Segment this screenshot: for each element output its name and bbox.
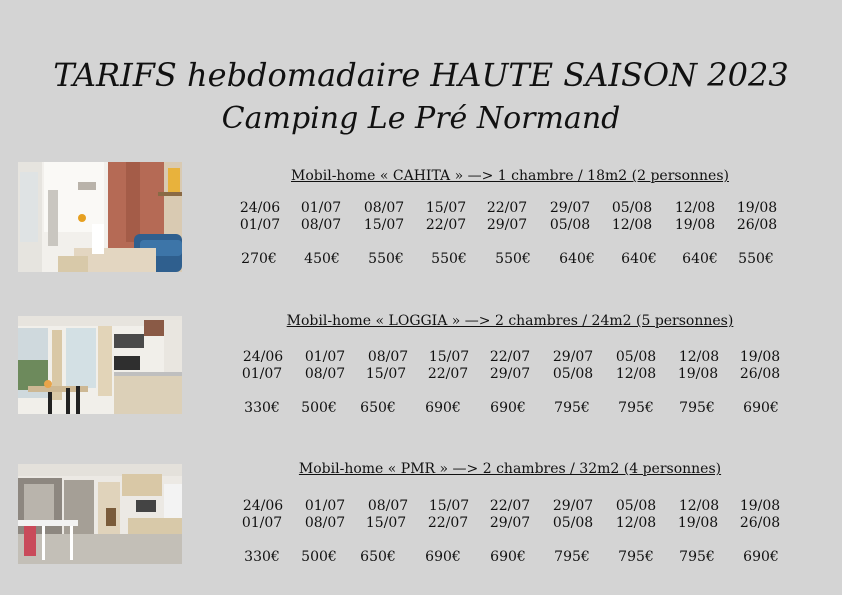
start-date: 19/08 [739,349,781,365]
price: 795€ [618,549,654,565]
pmr-heading: Mobil-home « PMR » —> 2 chambres / 32m2 (4 personnes) [298,461,722,477]
start-date: 24/06 [242,349,284,365]
price: 795€ [679,549,715,565]
start-date: 22/07 [486,200,528,216]
start-date: 24/06 [239,200,281,216]
loggia-end-dates-row [0,366,842,383]
price: 330€ [244,549,280,565]
end-date: 29/07 [486,217,528,233]
price: 270€ [241,251,277,267]
end-date: 29/07 [489,366,531,382]
end-date: 05/08 [552,515,594,531]
start-date: 12/08 [678,349,720,365]
end-date: 08/07 [300,217,342,233]
end-date: 12/08 [611,217,653,233]
start-date: 29/07 [552,349,594,365]
end-date: 26/08 [736,217,778,233]
price: 330€ [244,400,280,416]
end-date: 15/07 [365,366,407,382]
price: 550€ [495,251,531,267]
loggia-start-dates-row [0,349,842,366]
end-date: 22/07 [427,515,469,531]
end-date: 01/07 [241,515,283,531]
start-date: 08/07 [363,200,405,216]
price: 450€ [304,251,340,267]
page-title: TARIFS hebdomadaire HAUTE SAISON 2023 [53,56,789,94]
start-date: 08/07 [367,498,409,514]
start-date: 12/08 [678,498,720,514]
loggia-prices-row [0,400,842,417]
price: 500€ [301,400,337,416]
price: 690€ [743,400,779,416]
pmr-start-dates-row [0,498,842,515]
end-date: 15/07 [363,217,405,233]
end-date: 08/07 [304,515,346,531]
end-date: 26/08 [739,366,781,382]
end-date: 29/07 [489,515,531,531]
start-date: 15/07 [428,498,470,514]
start-date: 29/07 [549,200,591,216]
price: 690€ [743,549,779,565]
start-date: 19/08 [736,200,778,216]
end-date: 08/07 [304,366,346,382]
start-date: 22/07 [489,498,531,514]
end-date: 05/08 [552,366,594,382]
pmr-prices-row [0,549,842,566]
end-date: 19/08 [674,217,716,233]
start-date: 05/08 [611,200,653,216]
end-date: 22/07 [425,217,467,233]
cahita-end-dates-row [0,217,842,234]
price: 795€ [679,400,715,416]
price: 650€ [360,400,396,416]
price: 795€ [618,400,654,416]
page-subtitle: Camping Le Pré Normand [221,101,621,136]
start-date: 05/08 [615,498,657,514]
price: 640€ [621,251,657,267]
start-date: 12/08 [674,200,716,216]
start-date: 05/08 [615,349,657,365]
cahita-heading: Mobil-home « CAHITA » —> 1 chambre / 18m2 (2 personnes) [291,168,729,184]
start-date: 15/07 [428,349,470,365]
end-date: 12/08 [615,366,657,382]
start-date: 01/07 [304,498,346,514]
end-date: 01/07 [239,217,281,233]
price: 550€ [738,251,774,267]
start-date: 24/06 [242,498,284,514]
start-date: 15/07 [425,200,467,216]
price: 650€ [360,549,396,565]
start-date: 19/08 [739,498,781,514]
end-date: 15/07 [365,515,407,531]
price: 690€ [425,400,461,416]
start-date: 29/07 [552,498,594,514]
start-date: 01/07 [304,349,346,365]
price: 690€ [490,549,526,565]
end-date: 22/07 [427,366,469,382]
price: 690€ [425,549,461,565]
price: 640€ [559,251,595,267]
end-date: 26/08 [739,515,781,531]
price: 550€ [368,251,404,267]
start-date: 01/07 [300,200,342,216]
end-date: 19/08 [677,515,719,531]
loggia-heading: Mobil-home « LOGGIA » —> 2 chambres / 24m2 (5 personnes) [286,313,734,329]
end-date: 12/08 [615,515,657,531]
cahita-start-dates-row [0,200,842,217]
start-date: 22/07 [489,349,531,365]
price: 795€ [554,549,590,565]
pmr-end-dates-row [0,515,842,532]
end-date: 19/08 [677,366,719,382]
end-date: 05/08 [549,217,591,233]
price: 640€ [682,251,718,267]
start-date: 08/07 [367,349,409,365]
price: 795€ [554,400,590,416]
price: 550€ [431,251,467,267]
price: 500€ [301,549,337,565]
cahita-prices-row [0,251,842,268]
end-date: 01/07 [241,366,283,382]
price: 690€ [490,400,526,416]
